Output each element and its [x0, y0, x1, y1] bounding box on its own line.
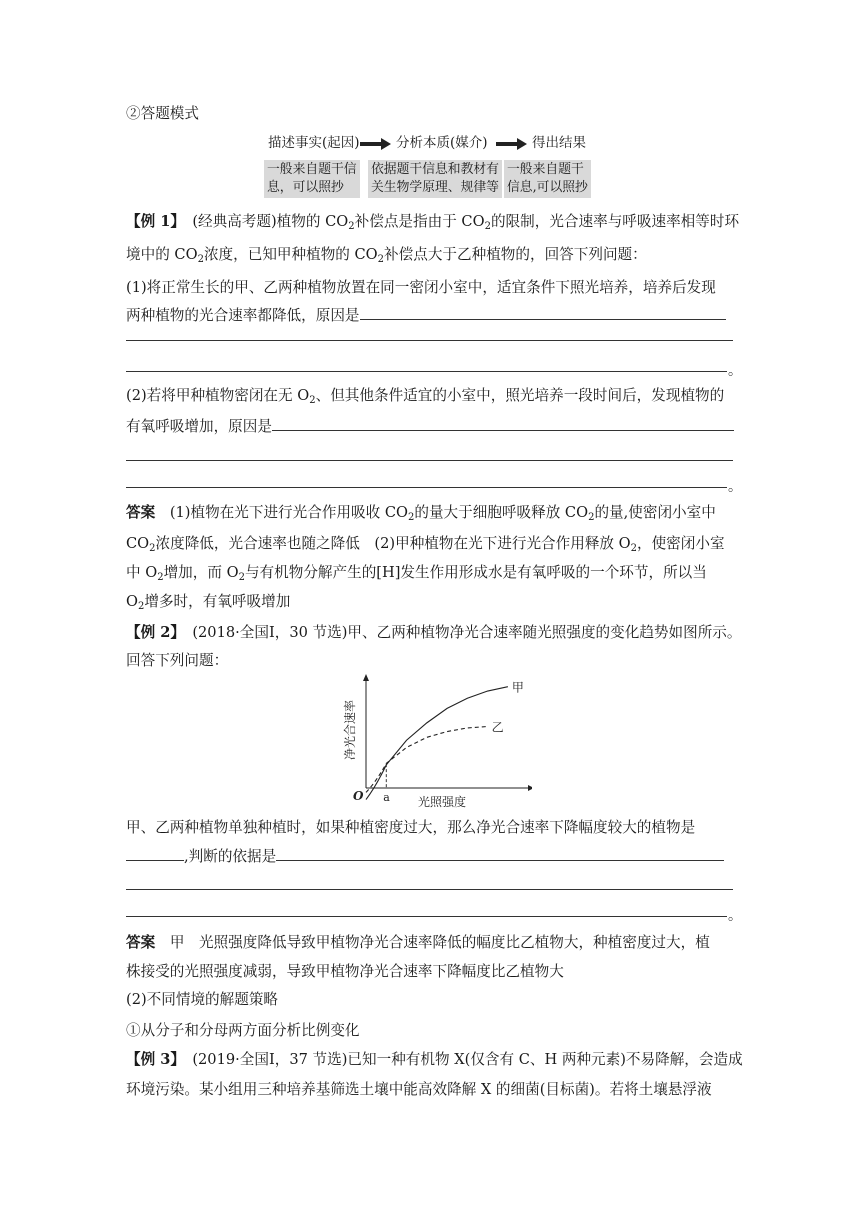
- strategy-heading: (2)不同情境的解题策略: [126, 991, 279, 1008]
- flow-step-result: 得出结果: [532, 135, 586, 151]
- answer-blank[interactable]: [276, 846, 724, 861]
- flow-box-analyze: 依据题干信息和教材有 关生物学原理、规律等: [368, 160, 502, 198]
- example-3-line-1: 【例 3】 (2019·全国Ⅰ，37 节选)已知一种有机物 X(仅含有 C、H 两种元素)不易降解，会造成: [126, 1051, 743, 1068]
- series-line-jia: [366, 687, 508, 800]
- chart-labels: [342, 681, 524, 809]
- chart-series: [366, 687, 508, 800]
- example-2-answer-line-1: 答案 甲 光照强度降低导致甲植物净光合速率降低的幅度比乙植物大，种植密度过大，植: [126, 934, 710, 951]
- flow-step-analyze: 分析本质(媒介): [396, 135, 488, 151]
- example-2-answer-line-2: 株接受的光照强度减弱，导致甲植物净光合速率下降幅度比乙植物大: [126, 963, 564, 980]
- example-1-question-1-line-2: 两种植物的光合速率都降低，原因是: [126, 305, 726, 326]
- period-mark: 。: [728, 479, 742, 495]
- series-label-yi: 乙: [491, 720, 504, 735]
- chart-axes: [363, 674, 532, 791]
- answer-blank[interactable]: [272, 416, 734, 431]
- example-1-line-2: 境中的 $CO_2$浓度，已知甲种植物的 $CO_2$补偿点大于乙种植物的，回答下列问题：: [126, 246, 647, 265]
- flow-arrow-icon: [496, 141, 526, 147]
- example-1-question-1: (1)将正常生长的甲、乙两种植物放置在同一密闭小室中，适宜条件下照光培养，培养后发现: [126, 279, 716, 296]
- x-axis-arrow-icon: [528, 785, 532, 791]
- example-1-question-2-line-2: 有氧呼吸增加，原因是: [126, 416, 734, 437]
- example-1-answer-line-4: $O_2$增多时，有氧呼吸增加: [126, 593, 291, 612]
- flow-step-describe: 描述事实(起因): [268, 135, 360, 151]
- flow-box-result: 一般来自题干 信息,可以照抄: [504, 160, 591, 198]
- answer-mode-heading: ②答题模式: [126, 105, 199, 122]
- series-line-yi: [366, 726, 488, 792]
- series-label-jia: 甲: [511, 680, 524, 695]
- answer-blank[interactable]: [126, 846, 184, 861]
- origin-label: O: [353, 789, 364, 803]
- x-axis-label: 光照强度: [418, 795, 467, 809]
- answer-blank-line[interactable]: [126, 889, 733, 890]
- y-axis-arrow-icon: [363, 674, 369, 681]
- answer-tag: 答案: [126, 934, 156, 951]
- flow-box-describe: 一般来自题干信 息，可以照抄: [264, 160, 360, 198]
- example-1-question-2: (2)若将甲种植物密闭在无 $O_2$、但其他条件适宜的小室中，照光培养一段时间后，发现植物的: [126, 387, 725, 406]
- example-2-line-1: 【例 2】 (2018·全国Ⅰ，30 节选)甲、乙两种植物净光合速率随光照强度的变化趋势如图所示。: [126, 624, 742, 641]
- answer-blank-line[interactable]: [126, 340, 733, 341]
- example-2-question-line-1: 甲、乙两种植物单独种植时，如果种植密度过大，那么净光合速率下降幅度较大的植物是: [126, 819, 696, 836]
- answer-blank-line[interactable]: [126, 371, 727, 372]
- answer-tag: 答案: [126, 504, 156, 521]
- period-mark: 。: [728, 363, 742, 379]
- answer-blank-line[interactable]: [126, 460, 733, 461]
- example-3-tag: 【例 3】: [126, 1051, 178, 1068]
- example-1-answer-line-1: 答案 (1)植物在光下进行光合作用吸收 $CO_2$的量大于细胞呼吸释放 $CO_2$的量,使密闭小室中: [126, 504, 716, 523]
- flow-arrow-icon: [360, 141, 390, 147]
- example-1-answer-line-2: $CO_2$浓度降低，光合速率也随之降低 (2)甲种植物在光下进行光合作用释放 $O_2$，使密闭小室: [126, 535, 725, 554]
- example-2-line-2: 回答下列问题：: [126, 652, 229, 669]
- period-mark: 。: [728, 908, 742, 924]
- example-2-tag: 【例 2】: [126, 624, 178, 641]
- light-intensity-chart: [322, 673, 532, 813]
- x-mark-label: a: [383, 791, 390, 804]
- example-2-question-line-2: ,判断的依据是: [126, 846, 724, 867]
- ratio-strategy-heading: ①从分子和分母两方面分析比例变化: [126, 1022, 360, 1039]
- answer-blank-line[interactable]: [126, 916, 727, 917]
- example-3-line-2: 环境污染。某小组用三种培养基筛选土壤中能高效降解 X 的细菌(目标菌)。若将土壤悬浮液: [126, 1081, 712, 1098]
- y-axis-label: 净光合速率: [343, 699, 357, 760]
- example-1-answer-line-3: 中 $O_2$增加，而 $O_2$与有机物分解产生的[H]发生作用形成水是有氧呼吸的一个环节，所以当: [126, 564, 707, 583]
- answer-blank[interactable]: [360, 305, 726, 320]
- answer-blank-line[interactable]: [126, 487, 727, 488]
- example-1-line-1: 【例 1】 (经典高考题)植物的 $CO_2$补偿点是指由于 $CO_2$的限制，光合速率与呼吸速率相等时环: [126, 213, 740, 232]
- example-1-tag: 【例 1】: [126, 213, 178, 230]
- answer-flow-diagram: [264, 134, 594, 198]
